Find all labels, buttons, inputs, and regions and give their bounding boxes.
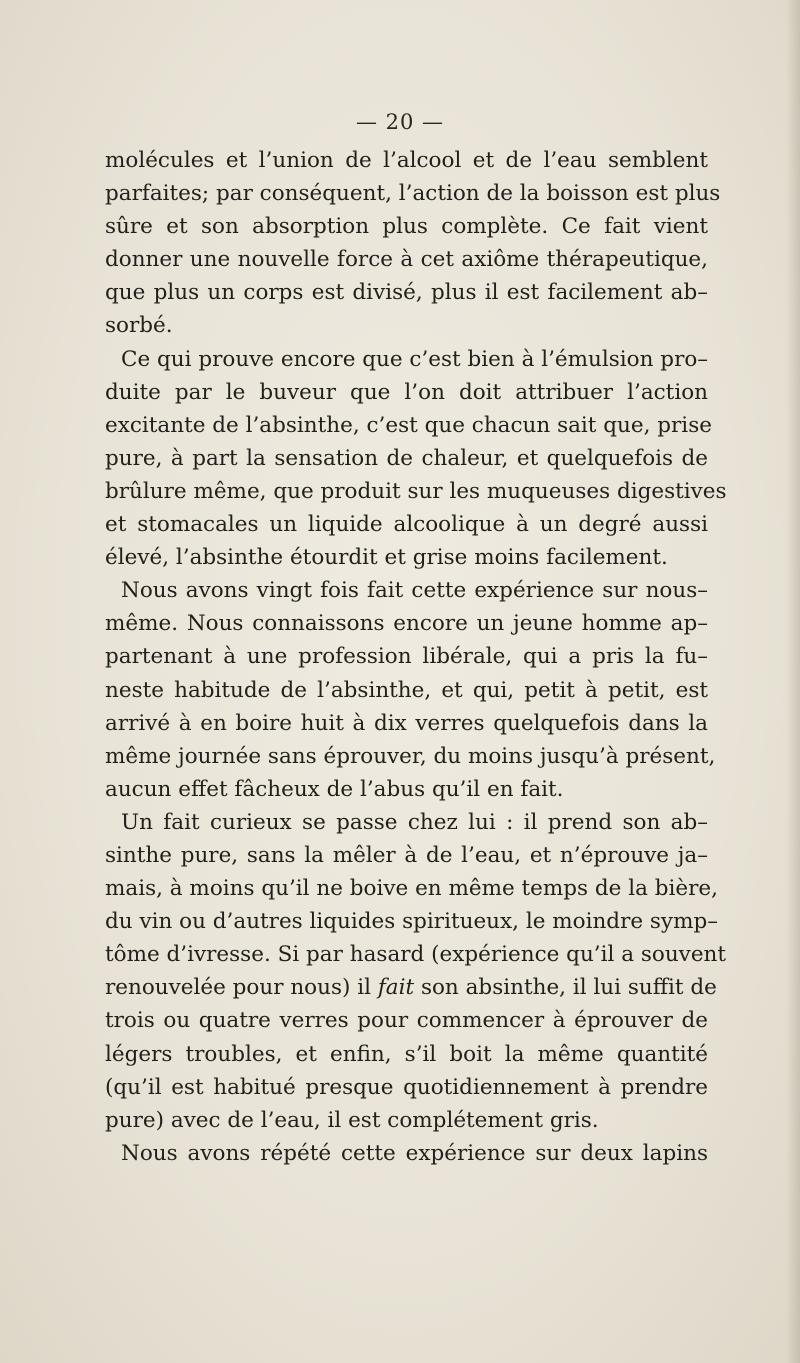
text-line: légers troubles, et enfin, s’il boit la même quantité bbox=[105, 1041, 708, 1067]
text-line: pure, à part la sensation de chaleur, et quelquefois de bbox=[105, 445, 708, 471]
text-line: élevé, l’absinthe étourdit et grise moins facilement. bbox=[105, 545, 668, 571]
text-line: (qu’il est habitué presque quotidiennement à prendre bbox=[105, 1074, 708, 1100]
page-edge-shadow bbox=[786, 0, 800, 1363]
text-line: sinthe pure, sans la mêler à de l’eau, et n’éprouve ja– bbox=[105, 842, 708, 868]
text-line: neste habitude de l’absinthe, et qui, petit à petit, est bbox=[105, 677, 708, 703]
text-line: trois ou quatre verres pour commencer à éprouver de bbox=[105, 1008, 708, 1034]
text-line: et stomacales un liquide alcoolique à un degré aussi bbox=[105, 512, 708, 538]
text-line bbox=[105, 971, 717, 1004]
text-line: mais, à moins qu’il ne boive en même temps de la bière, bbox=[105, 876, 718, 902]
text-line: arrivé à en boire huit à dix verres quelquefois dans la bbox=[105, 710, 708, 736]
text-line: même journée sans éprouver, du moins jusqu’à présent, bbox=[105, 743, 716, 769]
body-text bbox=[105, 144, 727, 1170]
page-number: — 20 — bbox=[355, 110, 445, 134]
text-line: pure) avec de l’eau, il est complétement gris. bbox=[105, 1107, 599, 1133]
text-line: parfaites; par conséquent, l’action de la boisson est plus bbox=[105, 181, 721, 207]
text-line: sûre et son absorption plus complète. Ce fait vient bbox=[105, 214, 708, 240]
text-line: même. Nous connaissons encore un jeune homme ap– bbox=[105, 611, 708, 637]
text-line: tôme d’ivresse. Si par hasard (expérience qu’il a souvent bbox=[105, 942, 727, 968]
text-line: aucun effet fâcheux de l’abus qu’il en fait. bbox=[105, 776, 564, 802]
text-line: du vin ou d’autres liquides spiritueux, le moindre symp– bbox=[105, 909, 718, 935]
text-line: brûlure même, que produit sur les muqueuses digestives bbox=[105, 478, 727, 504]
text-line: Un fait curieux se passe chez lui : il prend son ab– bbox=[121, 809, 708, 835]
text-segment: renouvelée pour nous) il bbox=[105, 975, 378, 1001]
text-line: que plus un corps est divisé, plus il est facilement ab– bbox=[105, 280, 708, 306]
text-segment: son absinthe, il lui suffit de bbox=[414, 975, 717, 1001]
text-line: excitante de l’absinthe, c’est que chacun sait que, prise bbox=[105, 412, 712, 438]
text-line: molécules et l’union de l’alcool et de l’eau semblent bbox=[105, 148, 708, 173]
text-line: duite par le buveur que l’on doit attribuer l’action bbox=[105, 379, 708, 405]
text-line: Nous avons vingt fois fait cette expérience sur nous– bbox=[121, 578, 708, 604]
text-line: Ce qui prouve encore que c’est bien à l’émulsion pro– bbox=[121, 346, 709, 372]
text-line: Nous avons répété cette expérience sur deux lapins bbox=[121, 1140, 708, 1166]
text-line: donner une nouvelle force à cet axiôme thérapeutique, bbox=[105, 247, 708, 273]
text-line: partenant à une profession libérale, qui a pris la fu– bbox=[105, 644, 708, 670]
text-line: sorbé. bbox=[105, 313, 173, 339]
italic-word: fait bbox=[377, 975, 415, 1001]
